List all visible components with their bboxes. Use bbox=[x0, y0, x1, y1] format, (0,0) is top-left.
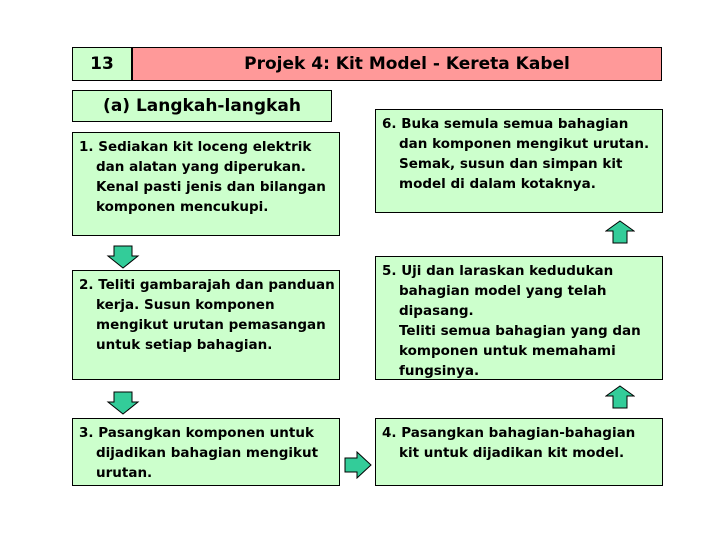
step-4-text: 4. Pasangkan bahagian-bahagian kit untuk dijadikan kit model. bbox=[382, 425, 636, 461]
step-5-text: 5. Uji dan laraskan kedudukan bahagian model yang telah dipasang. bbox=[382, 263, 614, 319]
step-1-text: 1. Sediakan kit loceng elektrik dan alatan yang diperukan. Kenal pasti jenis dan bilangan komponen mencukupi. bbox=[79, 139, 326, 215]
step-1-box bbox=[72, 132, 340, 236]
section-label: (a) Langkah-langkah bbox=[72, 90, 332, 122]
page-title: Projek 4: Kit Model - Kereta Kabel bbox=[132, 47, 662, 81]
slide-number: 13 bbox=[72, 47, 132, 81]
arrow-up-icon bbox=[605, 220, 635, 244]
step-3-text: 3. Pasangkan komponen untuk dijadikan bahagian mengikut urutan. bbox=[79, 425, 319, 481]
step-6-box bbox=[375, 109, 663, 213]
step-3-box bbox=[72, 418, 340, 486]
arrow-up-icon bbox=[605, 385, 635, 409]
arrow-down-icon bbox=[106, 245, 140, 269]
step-5-extra-text: Teliti semua bahagian yang dan komponen untuk memahami fungsinya. bbox=[399, 323, 641, 379]
step-2-box bbox=[72, 270, 340, 380]
arrow-right-icon bbox=[344, 451, 372, 479]
step-5-box bbox=[375, 256, 663, 380]
step-2-text: 2. Teliti gambarajah dan panduan kerja. Susun komponen mengikut urutan pemasangan untuk setiap bahagian. bbox=[79, 277, 335, 353]
step-6-text: 6. Buka semula semua bahagian dan komponen mengikut urutan. Semak, susun dan simpan kit model di dalam kotaknya. bbox=[382, 116, 650, 192]
arrow-down-icon bbox=[106, 391, 140, 415]
step-4-box bbox=[375, 418, 663, 486]
